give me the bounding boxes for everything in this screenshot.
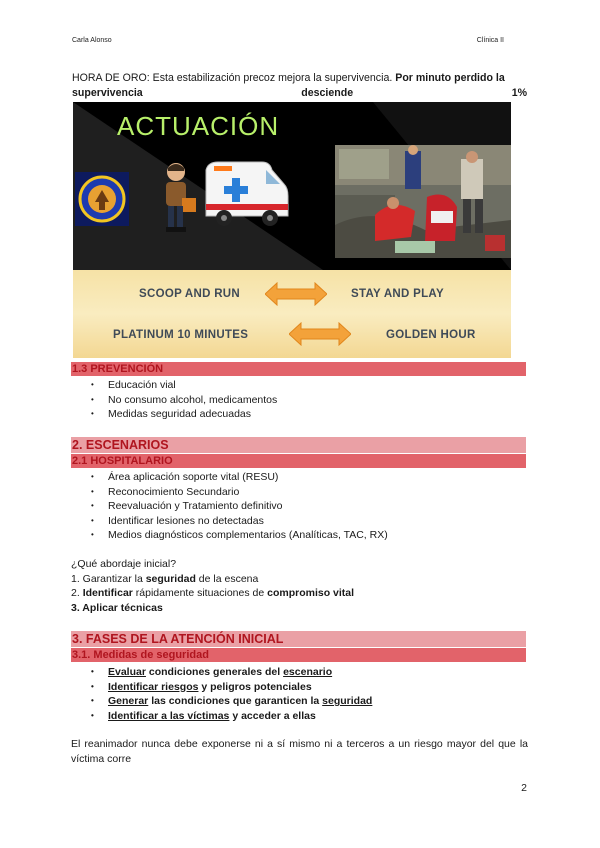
intro-paragraph [72, 71, 527, 101]
intro-word-supervivencia: supervivencia [72, 87, 143, 99]
list-item: • Medios diagnósticos complementarios (Analíticas, TAC, RX) [88, 528, 388, 543]
list-item: • Evaluar condiciones generales del escenario [88, 665, 372, 680]
list-item: • Reevaluación y Tratamiento definitivo [88, 499, 388, 514]
actuacion-banner-image [73, 102, 511, 358]
intro-word-desciende: desciende [301, 87, 354, 99]
label-golden-hour: GOLDEN HOUR [386, 329, 476, 341]
abordaje-step-2: 2. Identificar rápidamente situaciones de compromiso vital [71, 587, 355, 599]
banner-bottom-panel [73, 270, 511, 358]
abordaje-question: ¿Qué abordaje inicial? [71, 558, 177, 570]
double-arrow-icon [265, 282, 327, 306]
list-item: • Identificar lesiones no detectadas [88, 514, 388, 529]
list-item: • No consumo alcohol, medicamentos [88, 393, 277, 408]
list-item: • Identificar riesgos y peligros potenciales [88, 680, 372, 695]
header-course: Clínica II [476, 37, 504, 44]
label-scoop-and-run: SCOOP AND RUN [139, 288, 241, 300]
list-item: • Área aplicación soporte vital (RESU) [88, 470, 388, 485]
hospitalario-list [88, 470, 388, 543]
list-item: • Identificar a las víctimas y acceder a ellas [88, 709, 372, 724]
accident-scene-photo [335, 145, 511, 258]
label-stay-and-play: STAY AND PLAY [351, 288, 444, 300]
prevencion-list [88, 378, 277, 422]
intro-word-percent: 1% [511, 87, 527, 99]
abordaje-step-1: 1. Garantizar la seguridad de la escena [71, 572, 259, 585]
list-item: • Reconocimiento Secundario [88, 485, 388, 500]
banner-title: ACTUACIÓN [117, 111, 280, 141]
section-heading-1-3: 1.3 PREVENCIÓN [71, 362, 526, 376]
label-platinum-10-minutes: PLATINUM 10 MINUTES [113, 329, 249, 341]
seguridad-list [88, 665, 372, 723]
section-heading-2: 2. ESCENARIOS [71, 437, 526, 453]
section-heading-3: 3. FASES DE LA ATENCIÓN INICIAL [71, 631, 526, 647]
double-arrow-icon [289, 322, 351, 346]
section-heading-2-1: 2.1 HOSPITALARIO [71, 454, 526, 468]
list-item: • Generar las condiciones que garanticen la seguridad [88, 694, 372, 709]
ambulance-icon [200, 160, 290, 235]
list-item: • Educación vial [88, 378, 277, 393]
abordaje-block [71, 557, 354, 615]
intro-text: HORA DE ORO: Esta estabilización precoz mejora la supervivencia. [72, 72, 396, 84]
emergency-logo-icon [75, 172, 129, 226]
paramedic-figure-icon [158, 160, 198, 235]
list-item: • Medidas seguridad adecuadas [88, 407, 277, 422]
banner-top-panel [73, 102, 511, 270]
safety-note: El reanimador nunca debe exponerse ni a sí mismo ni a terceros a un riesgo mayor del que la víctima corre [71, 738, 528, 765]
abordaje-step-3: 3. Aplicar técnicas [71, 601, 163, 614]
page-number: 2 [521, 782, 527, 794]
header-author: Carla Alonso [72, 37, 112, 44]
intro-bold-text: Por minuto perdido la [395, 72, 505, 84]
section-heading-3-1: 3.1. Medidas de seguridad [71, 648, 526, 662]
